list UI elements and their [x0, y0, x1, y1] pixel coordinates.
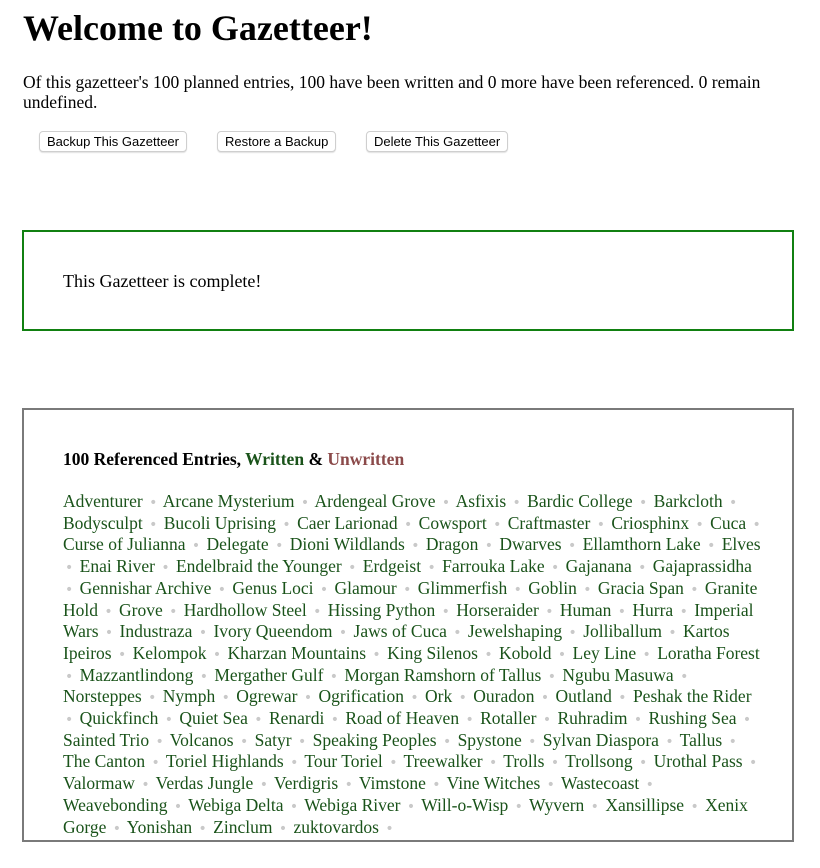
entry-link[interactable]: Erdgeist [362, 556, 422, 577]
bullet-separator: • [458, 690, 467, 707]
entry-link[interactable]: Glamour [334, 577, 397, 598]
bullet-separator: • [290, 755, 299, 772]
entry-link[interactable]: zuktovardos [293, 816, 379, 837]
bullet-separator: • [617, 603, 627, 620]
entry-link[interactable]: Sainted Trio [63, 729, 150, 750]
entry-link[interactable]: Genus Loci [232, 577, 314, 598]
bullet-separator: • [151, 755, 160, 772]
entry-link[interactable]: Vimstone [358, 773, 426, 794]
bullet-separator: • [542, 712, 552, 729]
completion-status-box [22, 230, 794, 331]
entry-link[interactable]: Dioni Wildlands [289, 534, 405, 555]
entry-link[interactable]: Rotaller [480, 708, 537, 729]
entry-link[interactable]: Delegate [206, 534, 269, 555]
bullet-separator: • [528, 733, 537, 750]
bullet-separator: • [484, 538, 493, 555]
entry-link[interactable]: Arcane Mysterium [162, 491, 295, 511]
entry-link[interactable]: Cuca [710, 512, 747, 533]
entry-link[interactable]: Weavebonding [63, 794, 168, 815]
entry-link[interactable]: Xenix Gorge [63, 794, 748, 837]
bullet-separator: • [240, 733, 249, 750]
entry-link[interactable]: Spystone [457, 729, 522, 750]
restore-backup-button[interactable]: Restore a Backup [217, 131, 336, 152]
entry-link[interactable]: Outland [555, 686, 612, 707]
entry-link[interactable]: Endelbraid the Younger [175, 556, 342, 577]
bullet-separator: • [545, 603, 554, 620]
entry-link[interactable]: Kartos Ipeiros [63, 621, 730, 663]
bullet-separator: • [642, 646, 651, 663]
bullet-separator: • [221, 690, 230, 707]
bullet-separator: • [289, 798, 299, 815]
bullet-separator: • [173, 798, 183, 815]
entry-link[interactable]: Ogrewar [236, 686, 298, 707]
bullet-separator: • [259, 777, 268, 794]
entry-link[interactable]: Valormaw [63, 773, 135, 794]
bullet-separator: • [441, 495, 451, 511]
bullet-separator: • [212, 646, 222, 663]
entry-link[interactable]: Glimmerfish [417, 577, 508, 598]
bullet-separator: • [169, 603, 178, 620]
bullet-separator: • [465, 712, 474, 729]
backup-button[interactable]: Backup This Gazetteer [39, 131, 187, 152]
entry-link[interactable]: Wastecoast [560, 773, 640, 794]
entry-link[interactable]: Trolls [503, 751, 545, 772]
bullet-separator: • [590, 798, 599, 815]
entry-link[interactable]: Xansillipse [605, 794, 685, 815]
bullet-separator: • [639, 495, 648, 511]
bullet-separator: • [164, 712, 174, 729]
entry-link[interactable]: Treewalker [403, 751, 483, 772]
bullet-separator: • [680, 668, 689, 685]
entry-link[interactable]: Asfixis [455, 491, 507, 511]
entry-link[interactable]: Toriel Highlands [165, 751, 284, 772]
entry-link[interactable]: Wyvern [528, 794, 585, 815]
entry-link[interactable]: Peshak the Rider [632, 686, 752, 707]
entry-link[interactable]: Gajaprassidha [652, 556, 752, 577]
bullet-separator: • [427, 560, 436, 577]
entry-link[interactable]: Human [559, 599, 612, 620]
bullet-separator: • [372, 646, 381, 663]
page [0, 0, 820, 153]
bullet-separator: • [453, 625, 462, 642]
bullet-separator: • [645, 777, 654, 794]
entry-link[interactable]: Bucoli Uprising [163, 512, 277, 533]
bullet-separator: • [748, 755, 758, 772]
entries-list [63, 492, 763, 839]
bullet-separator: • [330, 712, 339, 729]
entry-link[interactable]: Road of Heaven [345, 708, 460, 729]
entry-link[interactable]: Verdas Jungle [155, 773, 254, 794]
bullet-separator: • [493, 516, 502, 533]
button-bar [23, 131, 797, 153]
entry-link[interactable]: Satyr [254, 729, 292, 750]
bullet-separator: • [149, 495, 158, 511]
entry-link[interactable]: Goblin [528, 577, 577, 598]
entries-heading [63, 448, 763, 470]
bullet-separator: • [65, 581, 74, 598]
entries-content [63, 448, 763, 839]
bullet-separator: • [742, 712, 752, 729]
bullet-separator: • [254, 712, 263, 729]
entry-link[interactable]: Ley Line [572, 642, 637, 663]
entry-link[interactable]: Gajanana [565, 556, 632, 577]
bullet-separator: • [65, 668, 74, 685]
bullet-separator: • [729, 495, 738, 511]
summary-text: Of this gazetteer's 100 planned entries, 100 have been written and 0 more have been referenced. 0 remain undefined. [23, 72, 761, 112]
bullet-separator: • [638, 560, 647, 577]
bullet-separator: • [690, 581, 699, 598]
bullet-separator: • [557, 646, 567, 663]
entry-link[interactable]: Webiga Delta [188, 794, 284, 815]
bullet-separator: • [117, 646, 127, 663]
bullet-separator: • [728, 733, 737, 750]
entry-link[interactable]: Ivory Queendom [213, 621, 333, 642]
entry-link[interactable]: Kobold [499, 642, 552, 663]
bullet-separator: • [278, 820, 288, 837]
entry-link[interactable]: Elves [721, 534, 761, 555]
bullet-separator: • [217, 581, 226, 598]
entry-link[interactable]: Ouradon [473, 686, 535, 707]
entry-link[interactable]: Farrouka Lake [442, 556, 545, 577]
entry-link[interactable]: Ngubu Masuwa [562, 664, 674, 685]
bullet-separator: • [540, 690, 550, 707]
entry-link[interactable]: Adventurer [63, 491, 143, 511]
bullet-separator: • [65, 712, 74, 729]
entry-link[interactable]: Bodysculpt [63, 512, 143, 533]
page-title: Welcome to Gazetteer! [23, 8, 373, 48]
bullet-separator: • [512, 495, 521, 511]
bullet-separator: • [112, 820, 122, 837]
bullet-separator: • [303, 690, 313, 707]
entry-link[interactable]: Kelompok [132, 642, 207, 663]
bullet-separator: • [389, 755, 398, 772]
entry-link[interactable]: Nymph [162, 686, 216, 707]
entry-link[interactable]: Zinclum [213, 816, 273, 837]
entry-link[interactable]: Industraza [119, 621, 193, 642]
bullet-separator: • [488, 755, 498, 772]
bullet-separator: • [567, 538, 577, 555]
entry-link[interactable]: Bardic College [527, 491, 633, 511]
entry-link[interactable]: Speaking Peoples [312, 729, 437, 750]
bullet-separator: • [198, 625, 208, 642]
bullet-separator: • [141, 777, 150, 794]
entry-link[interactable]: Renardi [268, 708, 325, 729]
entry-link[interactable]: Vine Witches [446, 773, 541, 794]
bullet-separator: • [410, 690, 419, 707]
bullet-separator: • [551, 560, 560, 577]
ampersand: & [304, 449, 328, 469]
bullet-separator: • [596, 516, 605, 533]
entry-link[interactable]: Ruhradim [557, 708, 628, 729]
bullet-separator: • [344, 777, 353, 794]
bullet-separator: • [547, 668, 556, 685]
bullet-separator: • [104, 625, 114, 642]
bullet-separator: • [513, 581, 522, 598]
bullet-separator: • [752, 516, 761, 533]
bullet-separator: • [484, 646, 493, 663]
entry-link[interactable]: Caer Larionad [297, 512, 398, 533]
entry-link[interactable]: Loratha Forest [657, 642, 760, 663]
entry-link[interactable]: Gracia Span [597, 577, 684, 598]
entry-link[interactable]: Volcanos [169, 729, 234, 750]
bullet-separator: • [550, 755, 560, 772]
bullet-separator: • [406, 798, 416, 815]
entry-link[interactable]: Kharzan Mountains [227, 642, 367, 663]
entry-link[interactable]: Ardengeal Grove [314, 491, 436, 511]
entry-link[interactable]: Jewelshaping [467, 621, 563, 642]
entry-link[interactable]: Quiet Sea [179, 708, 248, 729]
entry-link[interactable]: Jolliballum [583, 621, 662, 642]
entry-link[interactable]: Quickfinch [79, 708, 159, 729]
bullet-separator: • [348, 560, 357, 577]
entry-link[interactable]: Norsteppes [63, 686, 142, 707]
entry-link[interactable]: Rushing Sea [648, 708, 737, 729]
entry-link[interactable]: Hardhollow Steel [183, 599, 307, 620]
entry-link[interactable]: Hurra [632, 599, 674, 620]
entry-link[interactable]: Dwarves [499, 534, 562, 555]
entries-box [22, 408, 794, 842]
entry-link[interactable]: Barkcloth [653, 491, 723, 511]
bullet-separator: • [546, 777, 555, 794]
bullet-separator: • [638, 755, 648, 772]
completion-message: This Gazetteer is complete! [63, 271, 262, 291]
entry-link[interactable]: King Silenos [387, 642, 478, 663]
bullet-separator: • [148, 690, 157, 707]
bullet-separator: • [403, 581, 412, 598]
bullet-separator: • [199, 668, 208, 685]
bullet-separator: • [275, 538, 284, 555]
entry-link[interactable]: Mazzantlindong [79, 664, 194, 685]
bullet-separator: • [329, 668, 339, 685]
entry-link[interactable]: Webiga River [304, 794, 401, 815]
entry-link[interactable]: Trollsong [565, 751, 633, 772]
bullet-separator: • [319, 581, 329, 598]
entry-link[interactable]: Ogrification [318, 686, 405, 707]
bullet-separator: • [385, 820, 394, 837]
entry-link[interactable]: Verdigris [274, 773, 339, 794]
bullet-separator: • [313, 603, 322, 620]
bullet-separator: • [65, 560, 74, 577]
entry-link[interactable]: Morgan Ramshorn of Tallus [344, 664, 542, 685]
entry-link[interactable]: Curse of Julianna [63, 534, 186, 555]
entry-link[interactable]: Grove [119, 599, 163, 620]
entry-link[interactable]: Ork [425, 686, 453, 707]
bullet-separator: • [191, 538, 201, 555]
entry-link[interactable]: Will-o-Wisp [421, 794, 509, 815]
bullet-separator: • [633, 712, 643, 729]
bullet-separator: • [149, 516, 158, 533]
delete-gazetteer-button[interactable]: Delete This Gazetteer [366, 131, 508, 152]
bullet-separator: • [155, 733, 164, 750]
entry-link[interactable]: Ellamthorn Lake [582, 534, 701, 555]
entry-link[interactable]: The Canton [63, 751, 146, 772]
bullet-separator: • [338, 625, 348, 642]
entry-link[interactable]: Enai River [79, 556, 155, 577]
bullet-separator: • [300, 495, 310, 511]
bullet-separator: • [665, 733, 674, 750]
entry-link[interactable]: Imperial Wars [63, 599, 754, 642]
entry-link[interactable]: Hissing Python [327, 599, 436, 620]
bullet-separator: • [404, 516, 413, 533]
entry-link[interactable]: Craftmaster [507, 512, 591, 533]
entry-link[interactable]: Jaws of Cuca [353, 621, 447, 642]
entry-link[interactable]: Sylvan Diaspora [542, 729, 659, 750]
bullet-separator: • [441, 603, 450, 620]
entry-link[interactable]: Tallus [679, 729, 723, 750]
bullet-separator: • [679, 603, 688, 620]
bullet-separator: • [568, 625, 577, 642]
entry-link[interactable]: Urothal Pass [653, 751, 743, 772]
bullet-separator: • [432, 777, 441, 794]
entries-count-label: 100 Referenced Entries, [63, 449, 246, 469]
bullet-separator: • [297, 733, 307, 750]
entry-link[interactable]: Dragon [425, 534, 479, 555]
bullet-separator: • [282, 516, 291, 533]
entry-link[interactable]: Granite Hold [63, 577, 758, 620]
bullet-separator: • [198, 820, 207, 837]
entry-link[interactable]: Cowsport [418, 512, 487, 533]
bullet-separator: • [442, 733, 452, 750]
bullet-separator: • [618, 690, 627, 707]
bullet-separator: • [104, 603, 113, 620]
bullet-separator: • [583, 581, 592, 598]
unwritten-legend-label: Unwritten [327, 449, 405, 469]
bullet-separator: • [707, 538, 716, 555]
bullet-separator: • [161, 560, 170, 577]
entry-link[interactable]: Gennishar Archive [79, 577, 212, 598]
bullet-separator: • [668, 625, 677, 642]
entry-link[interactable]: Tour Toriel [304, 751, 383, 772]
entry-link[interactable]: Horseraider [456, 599, 539, 620]
bullet-separator: • [695, 516, 704, 533]
entry-link[interactable]: Yonishan [126, 816, 193, 837]
written-legend-label: Written [245, 449, 305, 469]
entry-link[interactable]: Criosphinx [611, 512, 690, 533]
bullet-separator: • [411, 538, 420, 555]
bullet-separator: • [514, 798, 523, 815]
bullet-separator: • [690, 798, 699, 815]
entry-link[interactable]: Mergather Gulf [214, 664, 324, 685]
